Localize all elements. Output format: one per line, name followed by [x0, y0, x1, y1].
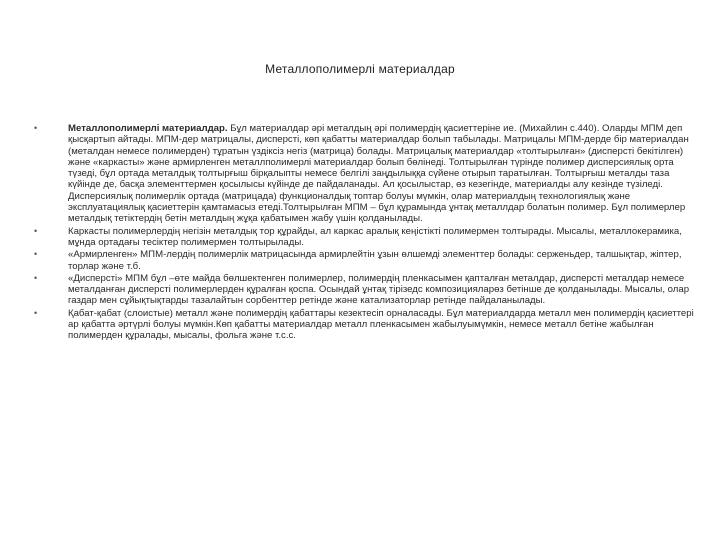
bullet-text: «Дисперсті» МПМ бұл –өте майда бөлшектенген полимерлер, полимердің пленкасымен қапталған металдар, дисперсті металдар немесе металданған дисперсті полимерлерден құралған қоспа. Осындай ұнтақ тірізедс композицияларөз бетінше де қолданылады. Мысалы, олар газдар мен сұйықтықтарды тазалайтын сорбенттер ретінде және катализаторлар ретінде пайдаланылады.: [68, 272, 690, 307]
bullet-dot-icon: •: [34, 123, 38, 133]
bullet-dot-icon: •: [34, 225, 38, 236]
bullet-list: [34, 123, 700, 342]
bullet-item-layered: [34, 308, 700, 342]
bullet-item-frame: [34, 226, 700, 249]
bullet-item-reinforced: [34, 249, 700, 272]
bullet-dot-icon: •: [34, 307, 38, 318]
bullet-item-intro: [34, 123, 700, 225]
bullet-item-dispersed: [34, 273, 700, 307]
bullet-text: «Армирленген» МПМ-лердің полимерлік матрицасында армирлейтін ұзын өлшемді элементтер болады: серженьдер, талшықтар, жіптер, торлар және т.б.: [68, 249, 682, 272]
bullet-dot-icon: •: [34, 249, 38, 260]
slide-title: Металлополимерлі материалдар: [265, 62, 455, 76]
bullet-lead-term: Металлополимерлі материалдар.: [68, 123, 228, 134]
bullet-text: Бұл материалдар әрі металдың әрі полимердің қасиеттеріне ие. (Михайлин с.440). Оларды МПМ деп қысқартып айтады. МПМ-дер матрицалы, дисперсті, көп қабатты материалдар болып табылады. Матрицалы МПМ-дерде бір материалдан (металдан немесе полимерден) тұратын үздіксіз негіз (матрица) болады. Матрицалық материалдар «толтырылған» (дисперсті бекітілген) және «каркасты» және армирленген металлполимерлі материалдар болып бөлінеді. Толтырылған түрінде полимер дисперсиялық орта түзеді, бұл ортада металдық толтырғыш бірқалыпты немесе белгілі заңдылыққа сүйене отырып таратылған. Толтырғыш металды таза күйінде де, басқа элементтермен қосылысы күйінде де пайдаланады. Ал қосылыстар, өз кезегінде, материалды алу кезінде түзіледі. Дисперсиялық полимерлік ортада (матрицада) функционалдық топтар болуы мүмкін, олар материалдың технологиялық және эксплуатациялық қасиеттерін қамтамасыз етеді.Толтырылған МПМ – бұл құрамында ұнтақ металлдар болатын полимер. Бұл полимерлер металдық тетіктердің бетін металдың жұқа қабатымен жабу үшін қолданылады.: [68, 123, 689, 225]
bullet-dot-icon: •: [34, 272, 38, 283]
bullet-text: Қабат-қабат (слоистые) металл және полимердің қабаттары кезектесіп орналасады. Бұл материалдарда металл мен полимердің қасиеттері ар қабатта әртүрлі болуы мүмкін.Көп қабатты материалдар металл пленкасымен жабылуымүмкін, немесе металл бетіне жабылған полимерден құралады, мысалы, фольга және т.с.с.: [68, 307, 694, 342]
bullet-text: Каркасты полимерлердің негізін металдық тор құрайды, ал каркас аралық кеңістікті полимермен толтырады. Мысалы, металлокерамика, мұнда ортадағы тесіктер полимермен толтырылады.: [68, 225, 682, 248]
